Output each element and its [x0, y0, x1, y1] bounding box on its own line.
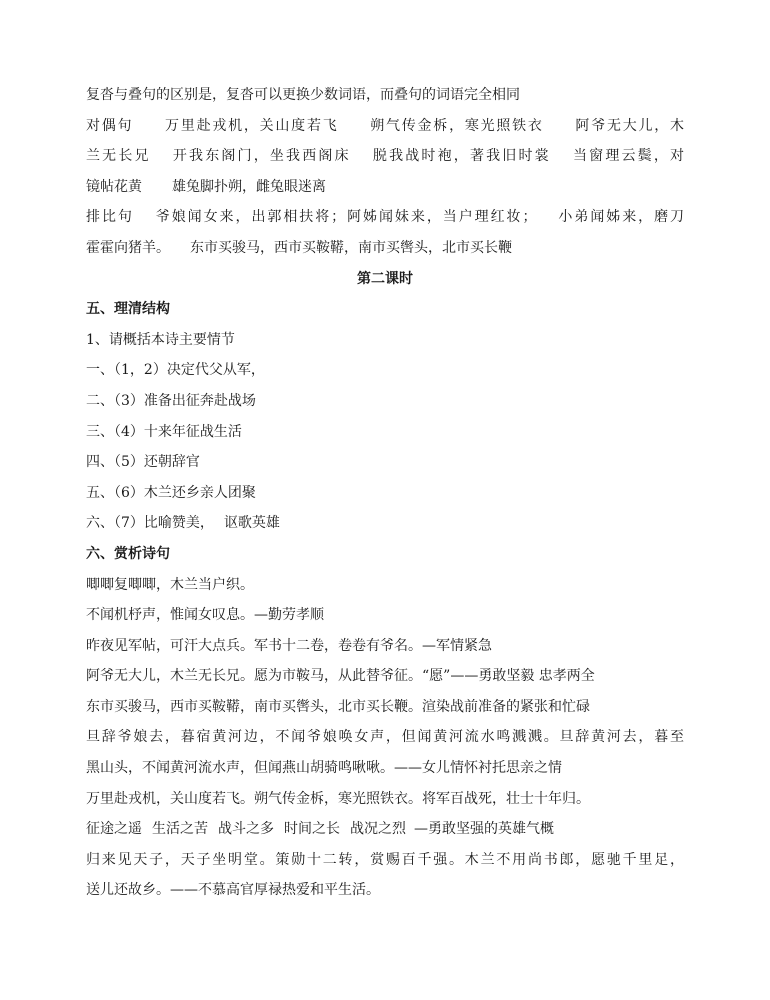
zhengtu-phrase-3: 战斗之多 [218, 821, 274, 838]
duiou-sentence-6a: 当窗理云鬓，对 [570, 148, 684, 165]
duiou-line-1 [86, 111, 684, 142]
paibi-line-1 [86, 202, 684, 233]
poem-analysis-line-5: 东市买骏马，西市买鞍鞯，南市买辔头，北市买长鞭。渲染战前准备的紧张和忙碌 [86, 698, 590, 715]
section-five-heading: 五、理清结构 [86, 301, 170, 318]
section-six-heading: 六、赏析诗句 [86, 545, 170, 562]
plot-item-2: 二、（3）准备出征奔赴战场 [86, 392, 256, 409]
plot-item-6 [86, 508, 684, 539]
zhengtu-conclusion: —勇敢坚强的英雄气概 [414, 821, 554, 838]
document-page [86, 80, 684, 906]
paibi-sentence-2a: 小弟闻姊来，磨刀 [556, 209, 684, 226]
duiou-label: 对偶句 [86, 117, 134, 134]
duiou-sentence-6b: 镜帖花黄 [86, 178, 142, 195]
paibi-line-2 [86, 233, 684, 264]
zhengtu-line [86, 814, 684, 845]
poem-analysis-line-8: 万里赴戎机，关山度若飞。朔气传金柝，寒光照铁衣。将军百战死，壮士十年归。 [86, 790, 590, 807]
intro-line: 复沓与叠句的区别是，复沓可以更换少数词语，而叠句的词语完全相同 [86, 87, 520, 103]
poem-analysis-line-6: 旦辞爷娘去，暮宿黄河边，不闻爷娘唤女声，但闻黄河流水鸣溅溅。旦辞黄河去，暮至 [86, 729, 684, 746]
plot-item-4: 四、（5）还朝辞官 [86, 454, 200, 471]
lesson-two-title: 第二课时 [357, 270, 413, 287]
zhengtu-phrase-2: 生活之苦 [152, 821, 208, 838]
plot-item-1: 一、（1，2）决定代父从军， [86, 362, 265, 379]
section-five-question: 1、请概括本诗主要情节 [86, 331, 235, 348]
paibi-label: 排比句 [86, 209, 134, 226]
duiou-sentence-2: 朔气传金柝，寒光照铁衣 [368, 117, 544, 134]
poem-analysis-line-1: 唧唧复唧唧，木兰当户织。 [86, 576, 254, 593]
plot-item-6-text: 六、（7）比喻赞美， [86, 515, 214, 532]
duiou-sentence-7: 雄兔脚扑朔，雌兔眼迷离 [172, 178, 326, 195]
duiou-sentence-3a: 阿爷无大儿，木 [573, 117, 684, 134]
plot-item-5: 五、（6）木兰还乡亲人团聚 [86, 484, 256, 501]
poem-analysis-line-4: 阿爷无大儿，木兰无长兄。愿为市鞍马，从此替爷征。“愿”——勇敢坚毅 忠孝两全 [86, 668, 595, 685]
plot-item-3: 三、（4）十来年征战生活 [86, 423, 242, 440]
poem-analysis-line-7: 黑山头，不闻黄河流水声，但闻燕山胡骑鸣啾啾。——女儿情怀衬托思亲之情 [86, 760, 562, 777]
poem-analysis-line-3: 昨夜见军帖，可汗大点兵。军书十二卷，卷卷有爷名。—军情紧急 [86, 637, 492, 654]
paibi-sentence-3: 东市买骏马，西市买鞍鞯，南市买辔头，北市买长鞭 [190, 239, 512, 256]
poem-analysis-line-2: 不闻机杼声，惟闻女叹息。—勤劳孝顺 [86, 607, 324, 624]
duiou-sentence-5: 脱我战时袍，著我旧时裳 [370, 148, 551, 165]
paibi-sentence-1: 爷娘闻女来，出郭相扶将；阿姊闻妹来，当户理红妆； [153, 209, 537, 226]
zhengtu-phrase-4: 时间之长 [284, 821, 340, 838]
duiou-sentence-1: 万里赴戎机，关山度若飞 [163, 117, 339, 134]
paibi-sentence-2b: 霍霍向猪羊。 [86, 239, 170, 256]
duiou-line-2 [86, 141, 684, 172]
plot-item-6-tail: 讴歌英雄 [223, 515, 280, 532]
duiou-sentence-4: 开我东阁门，坐我西阁床 [170, 148, 351, 165]
poem-analysis-line-10: 送儿还故乡。——不慕高官厚禄热爱和平生活。 [86, 882, 380, 899]
zhengtu-phrase-5: 战况之烈 [350, 821, 406, 838]
zhengtu-phrase-1: 征途之遥 [86, 821, 142, 838]
poem-analysis-line-9: 归来见天子，天子坐明堂。策勋十二转，赏赐百千强。木兰不用尚书郎，愿驰千里足， [86, 851, 684, 868]
duiou-sentence-3b: 兰无长兄 [86, 148, 151, 165]
duiou-line-3 [86, 172, 684, 203]
